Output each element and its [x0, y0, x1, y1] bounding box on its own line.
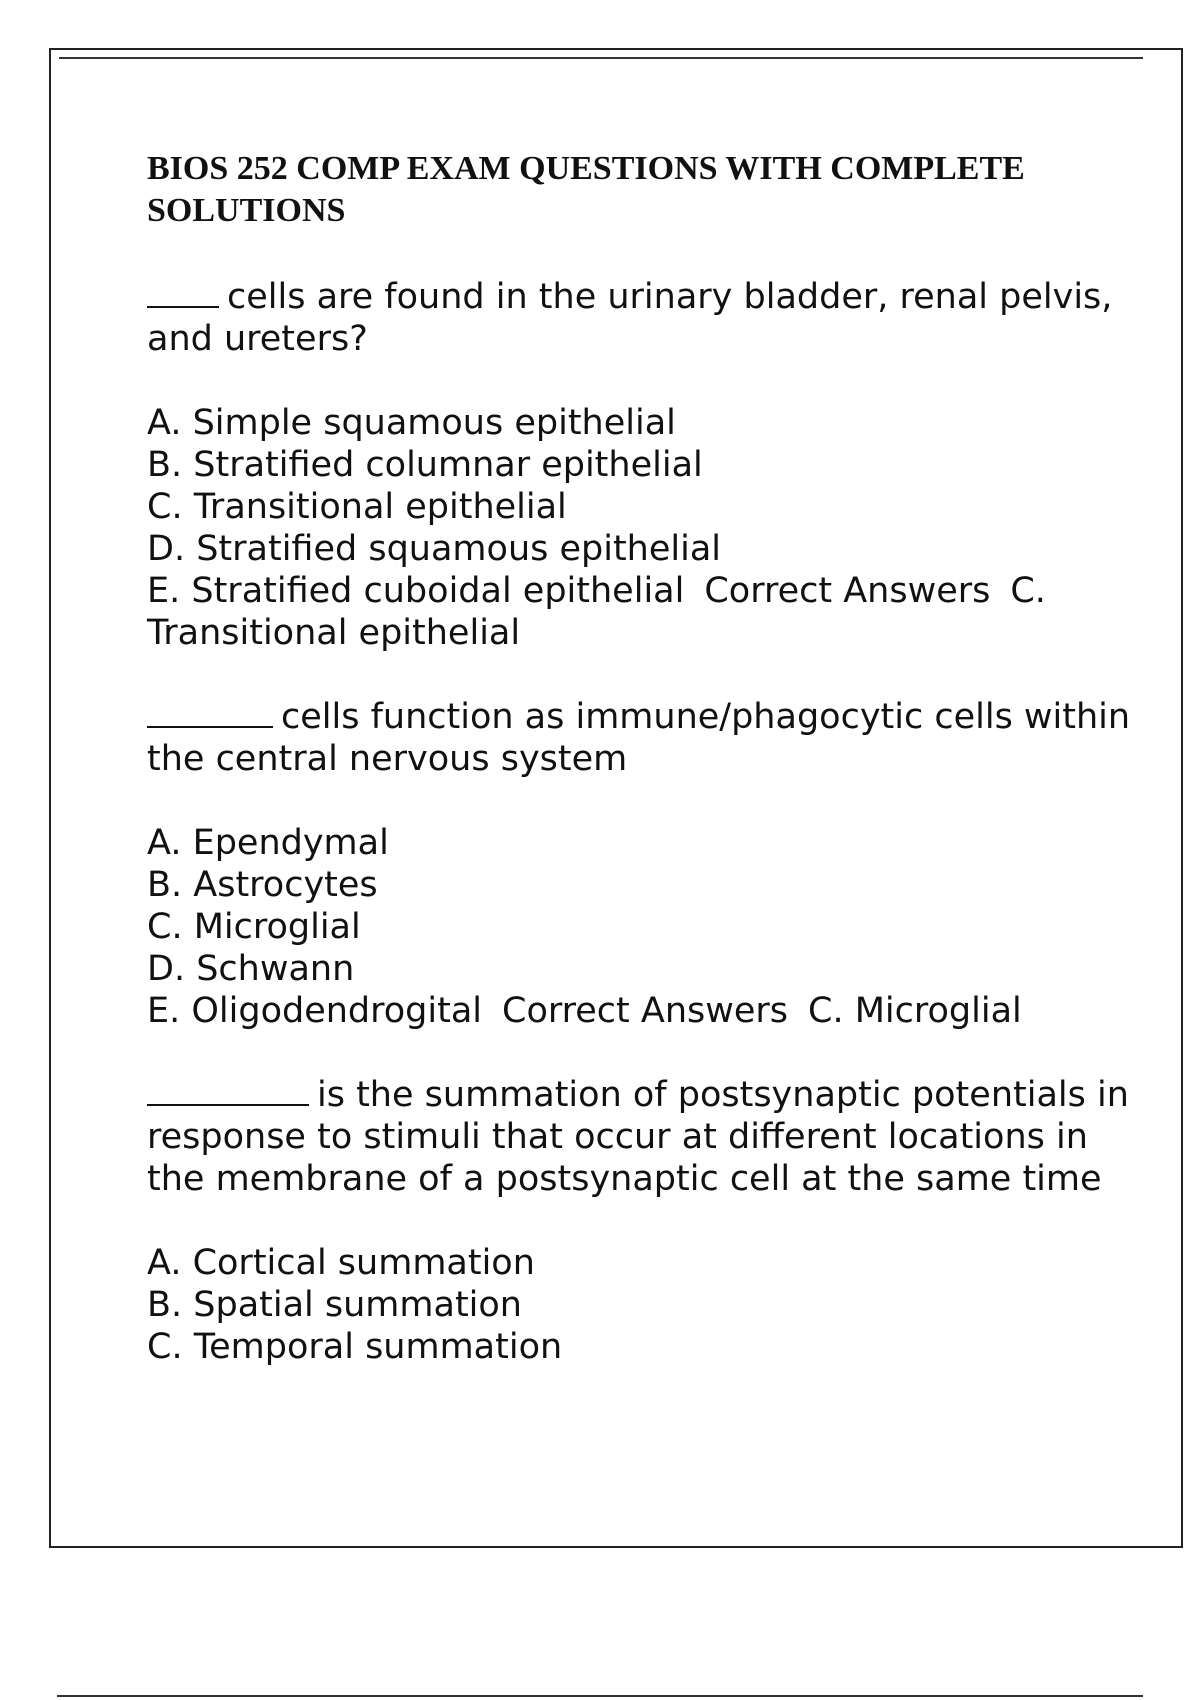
document-title: BIOS 252 COMP EXAM QUESTIONS WITH COMPLETE SOLUTIONS — [147, 150, 1025, 229]
page-frame — [49, 48, 1183, 1548]
question-1-option-a: A. Simple squamous epithelial — [147, 403, 676, 443]
question-2-answer-label: Correct Answers — [502, 991, 789, 1031]
question-3-option-c: C. Temporal summation — [147, 1327, 563, 1367]
question-1-option-c: C. Transitional epithelial — [147, 487, 567, 527]
question-1-option-b: B. Stratified columnar epithelial — [147, 445, 703, 485]
question-1-answer-label: Correct Answers — [704, 571, 991, 611]
question-1 — [147, 276, 1147, 654]
question-1-blank — [147, 276, 219, 308]
question-3-option-a: A. Cortical summation — [147, 1243, 535, 1283]
question-2-options — [147, 822, 1147, 1032]
question-2-blank — [147, 696, 273, 728]
question-3-options — [147, 1242, 1147, 1368]
bottom-rule — [57, 1695, 1143, 1697]
question-2-option-c: C. Microglial — [147, 907, 361, 947]
question-3-blank — [147, 1074, 309, 1106]
question-1-options — [147, 402, 1147, 654]
question-2-option-a: A. Ependymal — [147, 823, 389, 863]
question-1-text: cells are found in the urinary bladder, renal pelvis, and ureters? — [147, 277, 1113, 359]
question-2-stem — [147, 696, 1147, 780]
question-1-option-e — [147, 570, 1147, 654]
question-3-text: is the summation of postsynaptic potentials in response to stimuli that occur at different locations in the membrane of a postsynaptic cell at the same time — [147, 1075, 1129, 1199]
question-1-option-e-text: E. Stratified cuboidal epithelial — [147, 571, 685, 611]
question-1-stem — [147, 276, 1147, 360]
question-2-answer: C. Microglial — [808, 991, 1022, 1031]
question-2-text: cells function as immune/phagocytic cells within the central nervous system — [147, 697, 1131, 779]
question-3-stem — [147, 1074, 1147, 1200]
question-2-option-e — [147, 990, 1147, 1032]
question-3 — [147, 1074, 1147, 1368]
document-content — [147, 148, 1147, 1410]
question-1-answer: C. Transitional epithelial — [147, 571, 1046, 653]
top-rule — [59, 57, 1143, 59]
question-2-option-d: D. Schwann — [147, 949, 355, 989]
question-2-option-b: B. Astrocytes — [147, 865, 378, 905]
question-3-option-b: B. Spatial summation — [147, 1285, 522, 1325]
question-2-option-e-text: E. Oligodendrogital — [147, 991, 483, 1031]
question-2 — [147, 696, 1147, 1032]
question-1-option-d: D. Stratified squamous epithelial — [147, 529, 722, 569]
